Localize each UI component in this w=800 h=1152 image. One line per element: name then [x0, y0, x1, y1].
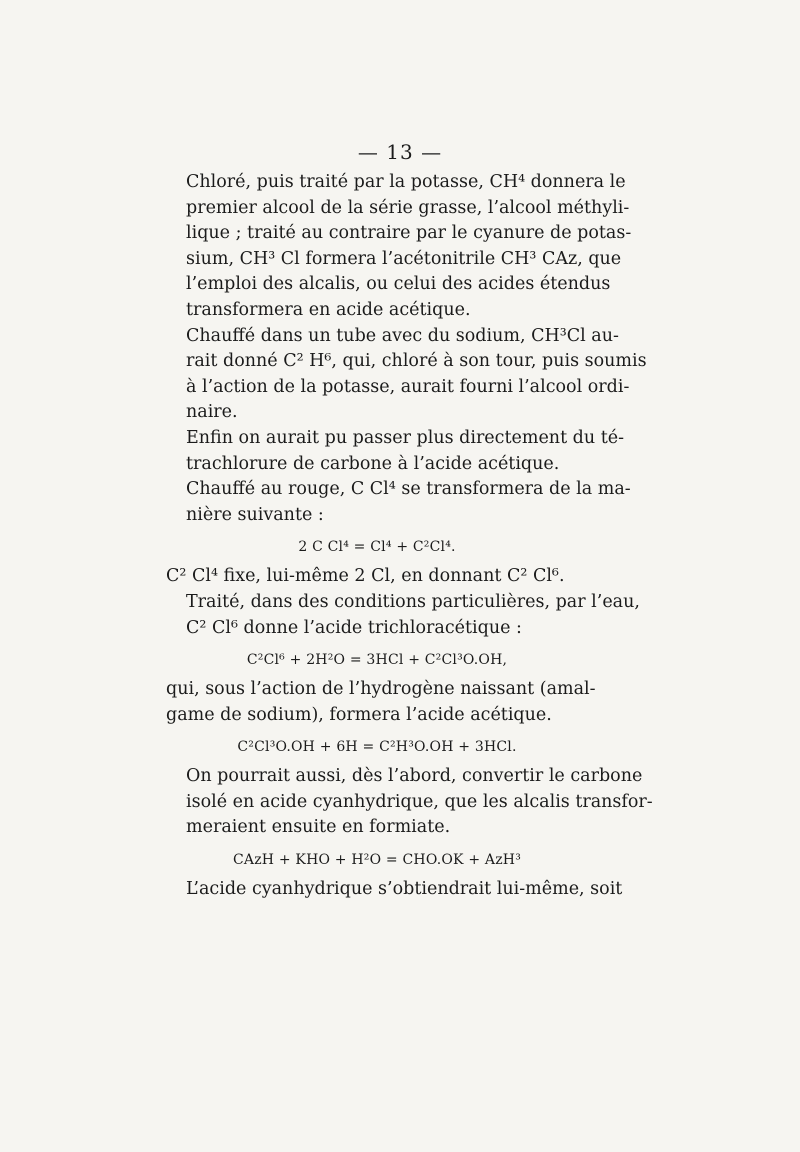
text-line: l’emploi des alcalis, ou celui des acides étendus [186, 274, 611, 295]
text-line: meraient ensuite en formiate. [186, 817, 451, 838]
chemical-formula: C²Cl³O.OH + 6H = C²H³O.OH + 3HCl. [237, 739, 517, 756]
paragraph [166, 477, 631, 528]
text-block [166, 170, 653, 903]
paragraph [166, 564, 588, 590]
text-line: C² Cl⁴ fixe, lui-même 2 Cl, en donnant C² Cl⁶. [166, 566, 565, 587]
paragraph [166, 877, 623, 903]
chemical-formula: C²Cl⁶ + 2H²O = 3HCl + C²Cl³O.OH, [246, 652, 508, 669]
text-line: On pourrait aussi, dès l’abord, convertir le carbone [186, 766, 643, 787]
text-line: à l’action de la potasse, aurait fourni l’alcool ordi- [186, 376, 630, 397]
text-line: transformera en acide acétique. [186, 299, 471, 320]
text-line: Traité, dans des conditions particulières, par l’eau, [186, 591, 640, 612]
paragraph [166, 677, 596, 728]
text-line: L’acide cyanhydrique s’obtiendrait lui-même, soit [186, 879, 623, 900]
text-line: Chauffé au rouge, C Cl⁴ se transformera de la ma- [186, 479, 631, 500]
paragraph [166, 324, 647, 426]
text-line: sium, CH³ Cl formera l’acétonitrile CH³ CAz, que [186, 248, 622, 269]
text-line: Enfin on aurait pu passer plus directement du té- [186, 427, 625, 448]
page-number: — 13 — [357, 140, 443, 164]
text-line: premier alcool de la série grasse, l’alcool méthyli- [186, 197, 630, 218]
text-line: Chloré, puis traité par la potasse, CH⁴ donnera le [186, 172, 626, 192]
text-line: isolé en acide cyanhydrique, que les alcalis transfor- [186, 791, 653, 812]
paragraph [166, 170, 632, 324]
paragraph [166, 764, 653, 841]
chemical-formula: CAzH + KHO + H²O = CHO.OK + AzH³ [232, 852, 522, 869]
text-line: lique ; traité au contraire par le cyanure de potas- [186, 223, 632, 244]
chemical-formula: 2 C Cl⁴ = Cl⁴ + C²Cl⁴. [298, 539, 456, 556]
text-line: nière suivante : [186, 504, 324, 525]
text-line: trachlorure de carbone à l’acide acétique. [186, 453, 560, 474]
text-line: C² Cl⁶ donne l’acide trichloracétique : [186, 617, 522, 638]
paragraph [166, 590, 640, 641]
text-line: game de sodium), formera l’acide acétique. [166, 704, 552, 725]
text-line: qui, sous l’action de l’hydrogène naissant (amal- [166, 679, 596, 700]
text-line: Chauffé dans un tube avec du sodium, CH³Cl au- [186, 325, 619, 346]
text-line: naire. [186, 402, 238, 423]
text-line: rait donné C² H⁶, qui, chloré à son tour, puis soumis [186, 351, 647, 372]
paragraph [166, 426, 625, 477]
